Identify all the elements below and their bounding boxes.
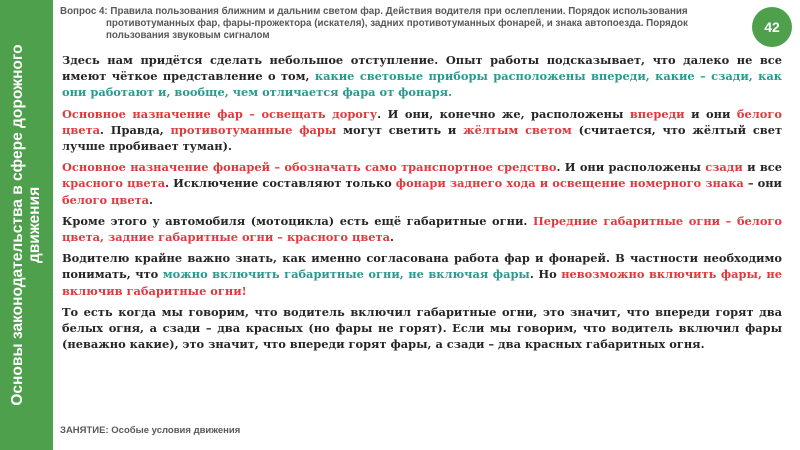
text-span: (считается, что жёлтый свет лучше пробивает туман).: [62, 122, 783, 154]
highlight-span: Основное назначение фонарей – обозначать само транспортное средство: [62, 160, 557, 175]
highlight-span: противотуманные фары: [170, 122, 337, 137]
text-span: Здесь нам придётся сделать небольшое отступление. Опыт работы подсказывает, что далеко не все имеют чёткое представление о том,: [62, 53, 782, 84]
highlight-span: Передние габаритные огни – белого цвета, задние габаритные огни – красного цвета: [62, 213, 782, 245]
text-span: Кроме этого у автомобиля (мотоцикла) есть ещё габаритные огни.: [62, 213, 533, 228]
text-span: . И они, конечно же, расположены: [377, 106, 630, 121]
text-span: Водителю крайне важно знать, как именно согласована работа фар и фонарей. В частности необходимо понимать, что: [62, 251, 782, 282]
highlight-span: фонари заднего хода и освещение номерного знака: [395, 176, 744, 191]
paragraph-1: [62, 52, 782, 101]
text-span: То есть когда мы говорим, что водитель включил габаритные огни, это значит, что впереди горят два белых огня, а сзади – два красных (но фары не горят). Если мы говорим, что водитель включил фары (неважно какие), это значит, что впереди горят фары, а сзади – два красных габаритных огня.: [62, 304, 782, 352]
question-header: [60, 6, 740, 42]
text-span: . Исключение составляют только: [165, 176, 396, 191]
paragraph-2: [62, 106, 782, 155]
highlight-span: красного цвета: [62, 176, 166, 191]
paragraph-5: [62, 250, 782, 299]
text-span: . И они расположены: [556, 160, 706, 175]
paragraph-6: [62, 304, 782, 353]
header-line-1: Вопрос 4: Правила пользования ближним и дальним светом фар. Действия водителя при ослеплении. Порядок использования: [60, 6, 688, 17]
text-span: . Правда,: [100, 122, 171, 137]
text-span: – они: [743, 176, 783, 191]
header-line-2: противотуманных фар, фары-прожектора (искателя), задних противотуманных фонарей, и знака автопоезда. Порядок: [106, 18, 688, 29]
highlight-span: впереди: [629, 106, 685, 121]
slide-body: [62, 52, 782, 357]
footer-label: ЗАНЯТИЕ:: [60, 425, 109, 436]
highlight-span: Основное назначение фар – освещать дорогу: [62, 106, 378, 121]
paragraph-3: [62, 159, 782, 208]
text-span: могут светить и: [336, 122, 464, 137]
header-line-3: пользования звуковым сигналом: [106, 30, 270, 41]
text-span: .: [389, 230, 394, 245]
highlight-span: жёлтым светом: [463, 122, 572, 137]
text-span: . Но: [529, 267, 562, 282]
lesson-footer: [60, 425, 240, 436]
sidebar: [0, 0, 53, 450]
paragraph-4: [62, 213, 782, 245]
highlight-span: белого цвета: [62, 192, 150, 207]
text-span: .: [149, 192, 154, 207]
text-span: и все: [742, 160, 782, 175]
highlight-span: какие световые приборы расположены впереди, какие – сзади, как они работают и, вообще, чем отличается фара от фонаря.: [62, 69, 782, 100]
footer-value: Особые условия движения: [108, 425, 241, 436]
highlight-span: сзади: [705, 160, 743, 175]
highlight-span: можно включить габаритные огни, не включая фары: [162, 267, 530, 282]
page-number-badge: 42: [752, 7, 792, 47]
text-span: и они: [684, 106, 737, 121]
highlight-span: невозможно включить фары, не включив габаритные огни!: [62, 267, 782, 298]
highlight-span: белого цвета: [62, 106, 782, 137]
sidebar-title: Основы законодательства в сфере дорожного движения: [9, 44, 43, 406]
